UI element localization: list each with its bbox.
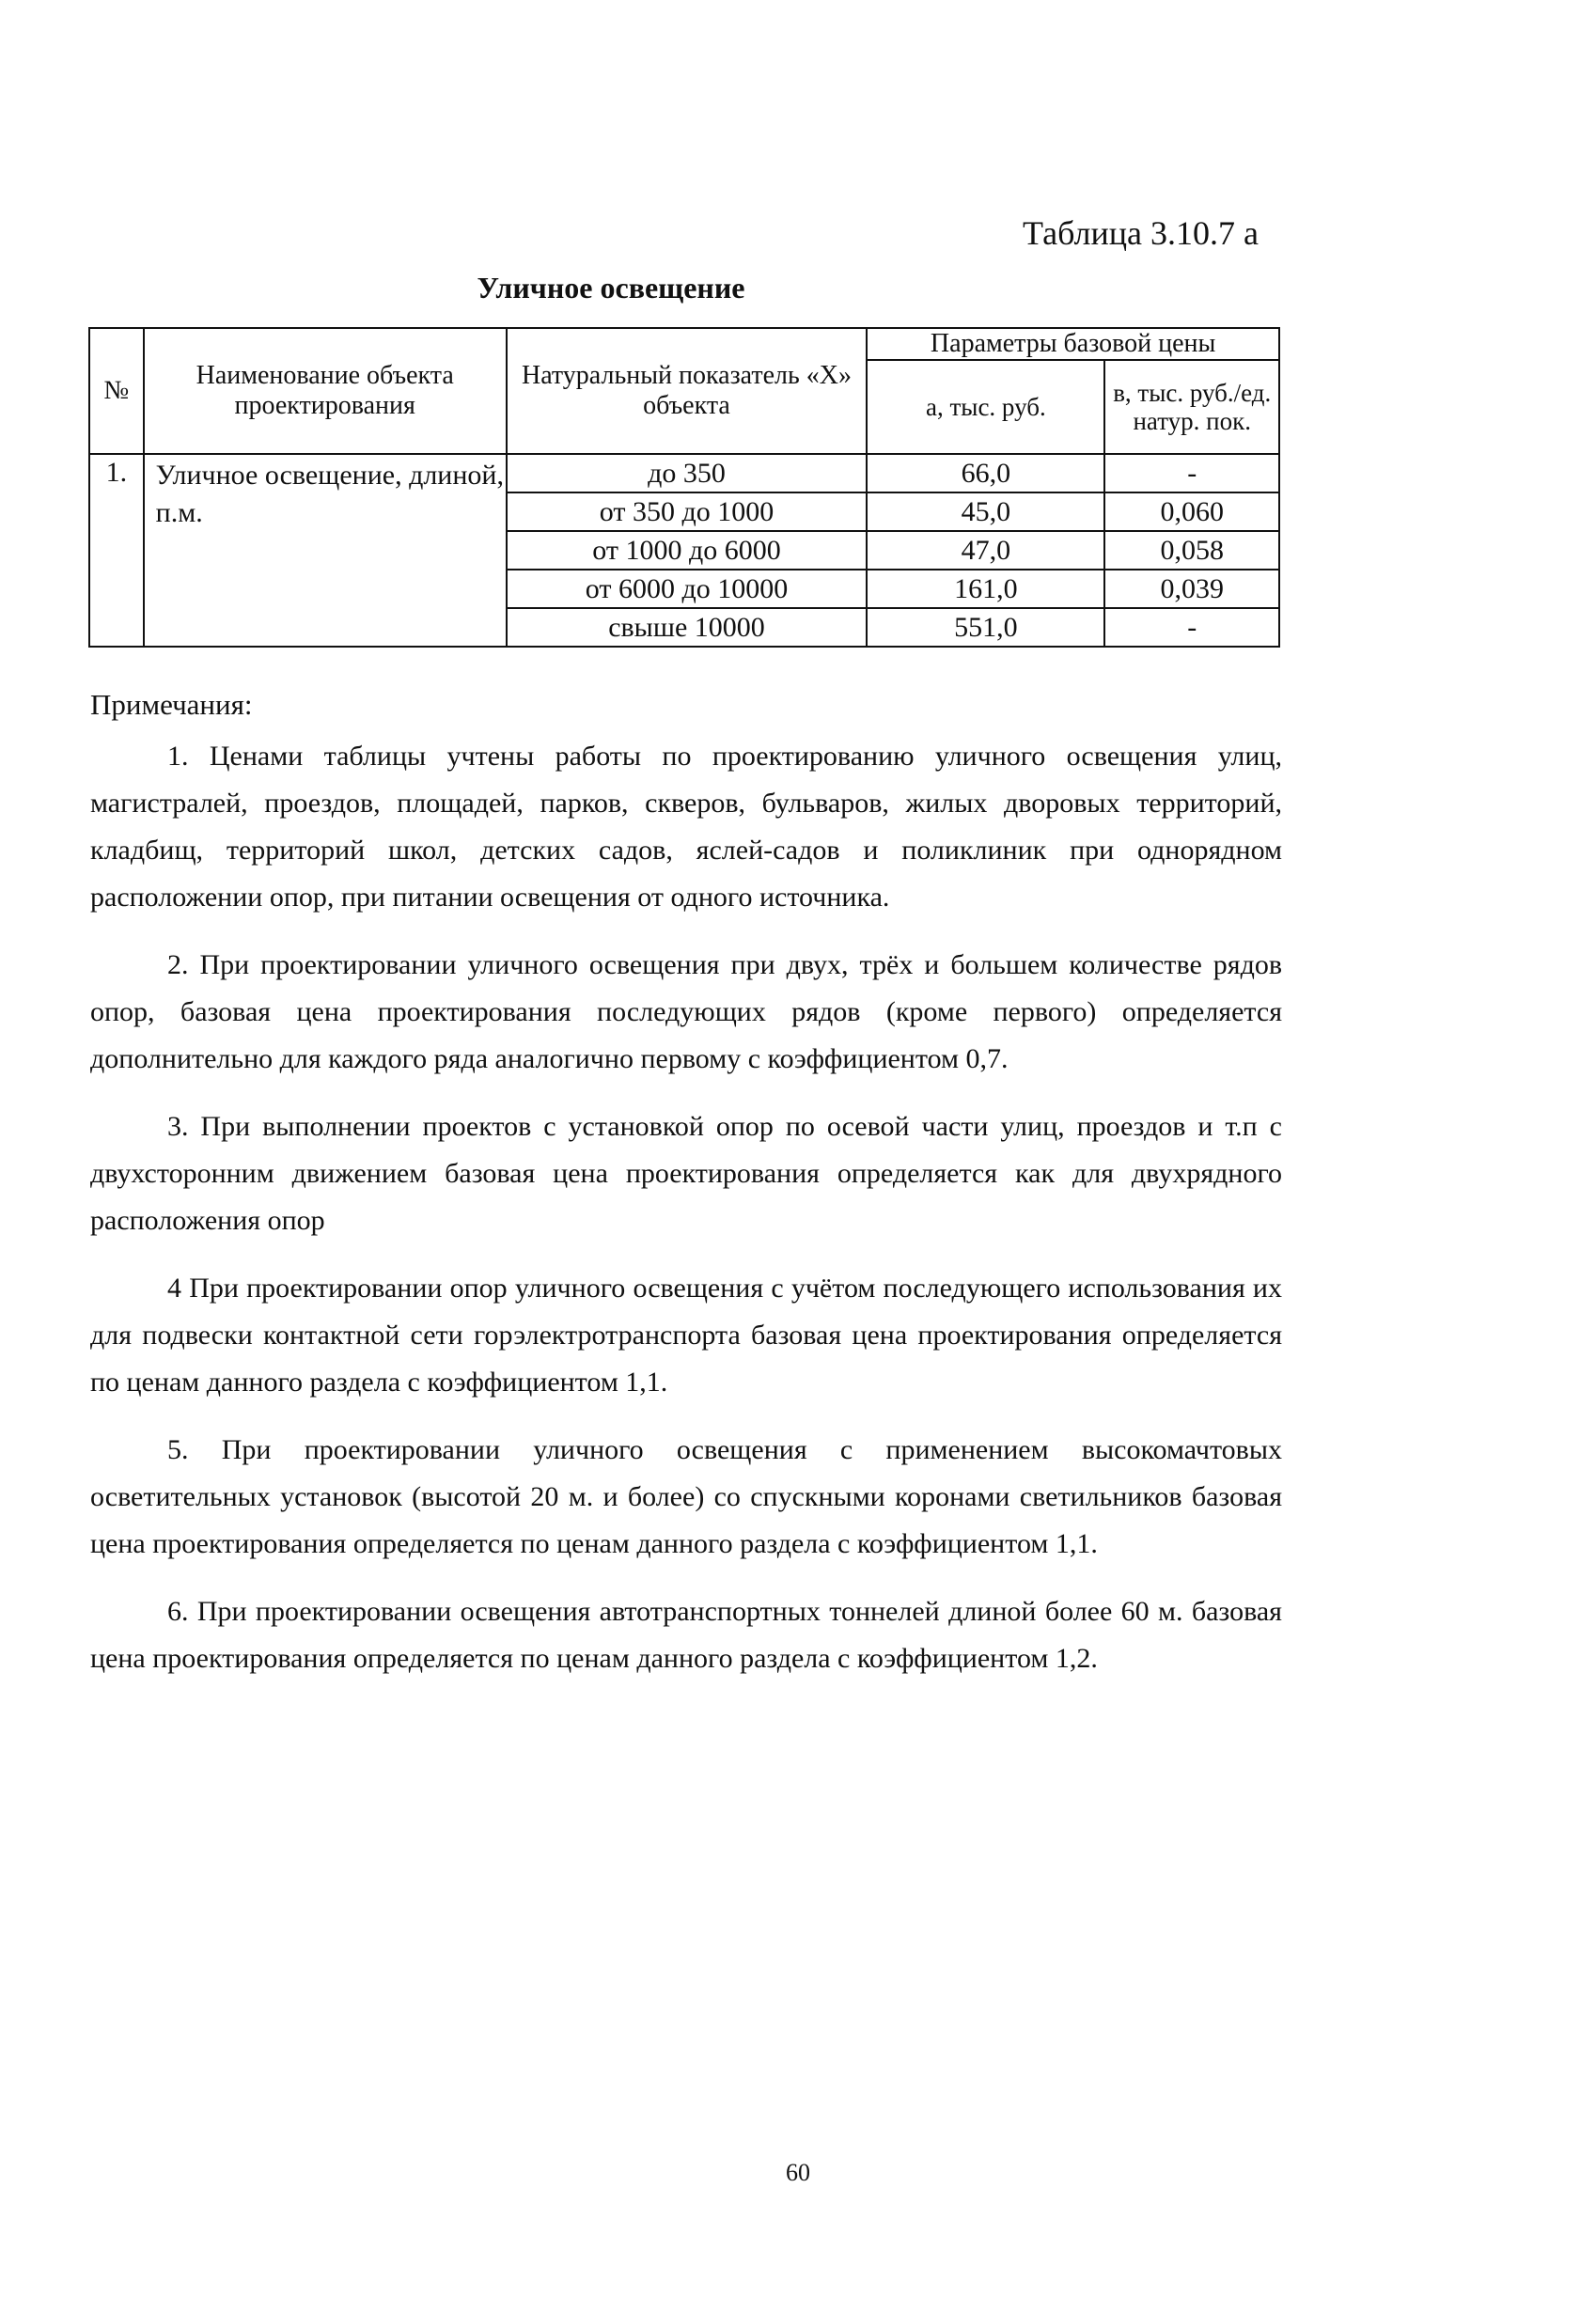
- note-item-4: 4 При проектировании опор уличного освещения с учётом последующего использования их для подвески контактной сети горэлектротранспорта базовая цена проектирования определяется по ценам данного раздела с коэффициентом 1,1.: [90, 1273, 1282, 1398]
- header-param-a: а, тыс. руб.: [867, 360, 1104, 454]
- item-number: 1.: [89, 454, 144, 647]
- item-name-line-1: Уличное освещение, длиной,: [155, 460, 504, 491]
- indicator-cell: до 350: [507, 454, 868, 492]
- note-item-6: 6. При проектировании освещения автотранспортных тоннелей длиной более 60 м. базовая цена проектирования определяется по ценам данного раздела с коэффициентом 1,2.: [90, 1596, 1282, 1674]
- note-item-1: 1. Ценами таблицы учтены работы по проектированию уличного освещения улиц, магистралей, проездов, площадей, парков, скверов, бульваров, жилых дворовых территорий, кладбищ, территорий школ, детских садов, яслей-садов и поликлиник при однорядном расположении опор, при питании освещения от одного источника.: [90, 741, 1282, 913]
- header-param-b: в, тыс. руб./ед. натур. пок.: [1104, 360, 1279, 454]
- param-a-cell: 45,0: [867, 492, 1104, 531]
- header-base-price-params: Параметры базовой цены: [867, 328, 1279, 360]
- param-a-cell: 161,0: [867, 570, 1104, 608]
- header-number: №: [89, 328, 144, 454]
- param-a-cell: 551,0: [867, 608, 1104, 647]
- pricing-table-body: [89, 454, 1279, 647]
- table-title: Уличное освещение: [477, 271, 745, 305]
- header-object-name: Наименование объекта проектирования: [144, 328, 507, 454]
- param-b-cell: -: [1104, 608, 1279, 647]
- indicator-cell: свыше 10000: [507, 608, 868, 647]
- item-name: [144, 454, 507, 647]
- page-number: 60: [786, 2159, 810, 2186]
- param-a-cell: 47,0: [867, 531, 1104, 570]
- param-b-cell: 0,039: [1104, 570, 1279, 608]
- param-b-cell: 0,058: [1104, 531, 1279, 570]
- note-item-2: 2. При проектировании уличного освещения при двух, трёх и большем количестве рядов опор, базовая цена проектирования последующих рядов (кроме первого) определяется дополнительно для каждого ряда аналогично первому с коэффициентом 0,7.: [90, 949, 1282, 1074]
- header-natural-indicator: Натуральный показатель «X» объекта: [507, 328, 868, 454]
- note-item-5: 5. При проектировании уличного освещения с применением высокомачтовых осветительных установок (высотой 20 м. и более) со спускными коронами светильников базовая цена проектирования определяется по ценам данного раздела с коэффициентом 1,1.: [90, 1434, 1282, 1559]
- param-a-cell: 66,0: [867, 454, 1104, 492]
- indicator-cell: от 1000 до 6000: [507, 531, 868, 570]
- note-item-3: 3. При выполнении проектов с установкой опор по осевой части улиц, проездов и т.п с двухсторонним движением базовая цена проектирования определяется как для двухрядного расположения опор: [90, 1111, 1282, 1236]
- indicator-cell: от 350 до 1000: [507, 492, 868, 531]
- table-number-label: Таблица 3.10.7 а: [1023, 214, 1259, 252]
- param-b-cell: 0,060: [1104, 492, 1279, 531]
- indicator-cell: от 6000 до 10000: [507, 570, 868, 608]
- notes-heading: Примечания:: [90, 688, 253, 721]
- item-name-line-2: п.м.: [155, 497, 203, 528]
- table-row: [89, 454, 1279, 492]
- pricing-table: [88, 327, 1280, 648]
- notes-list: [90, 733, 1282, 1703]
- param-b-cell: -: [1104, 454, 1279, 492]
